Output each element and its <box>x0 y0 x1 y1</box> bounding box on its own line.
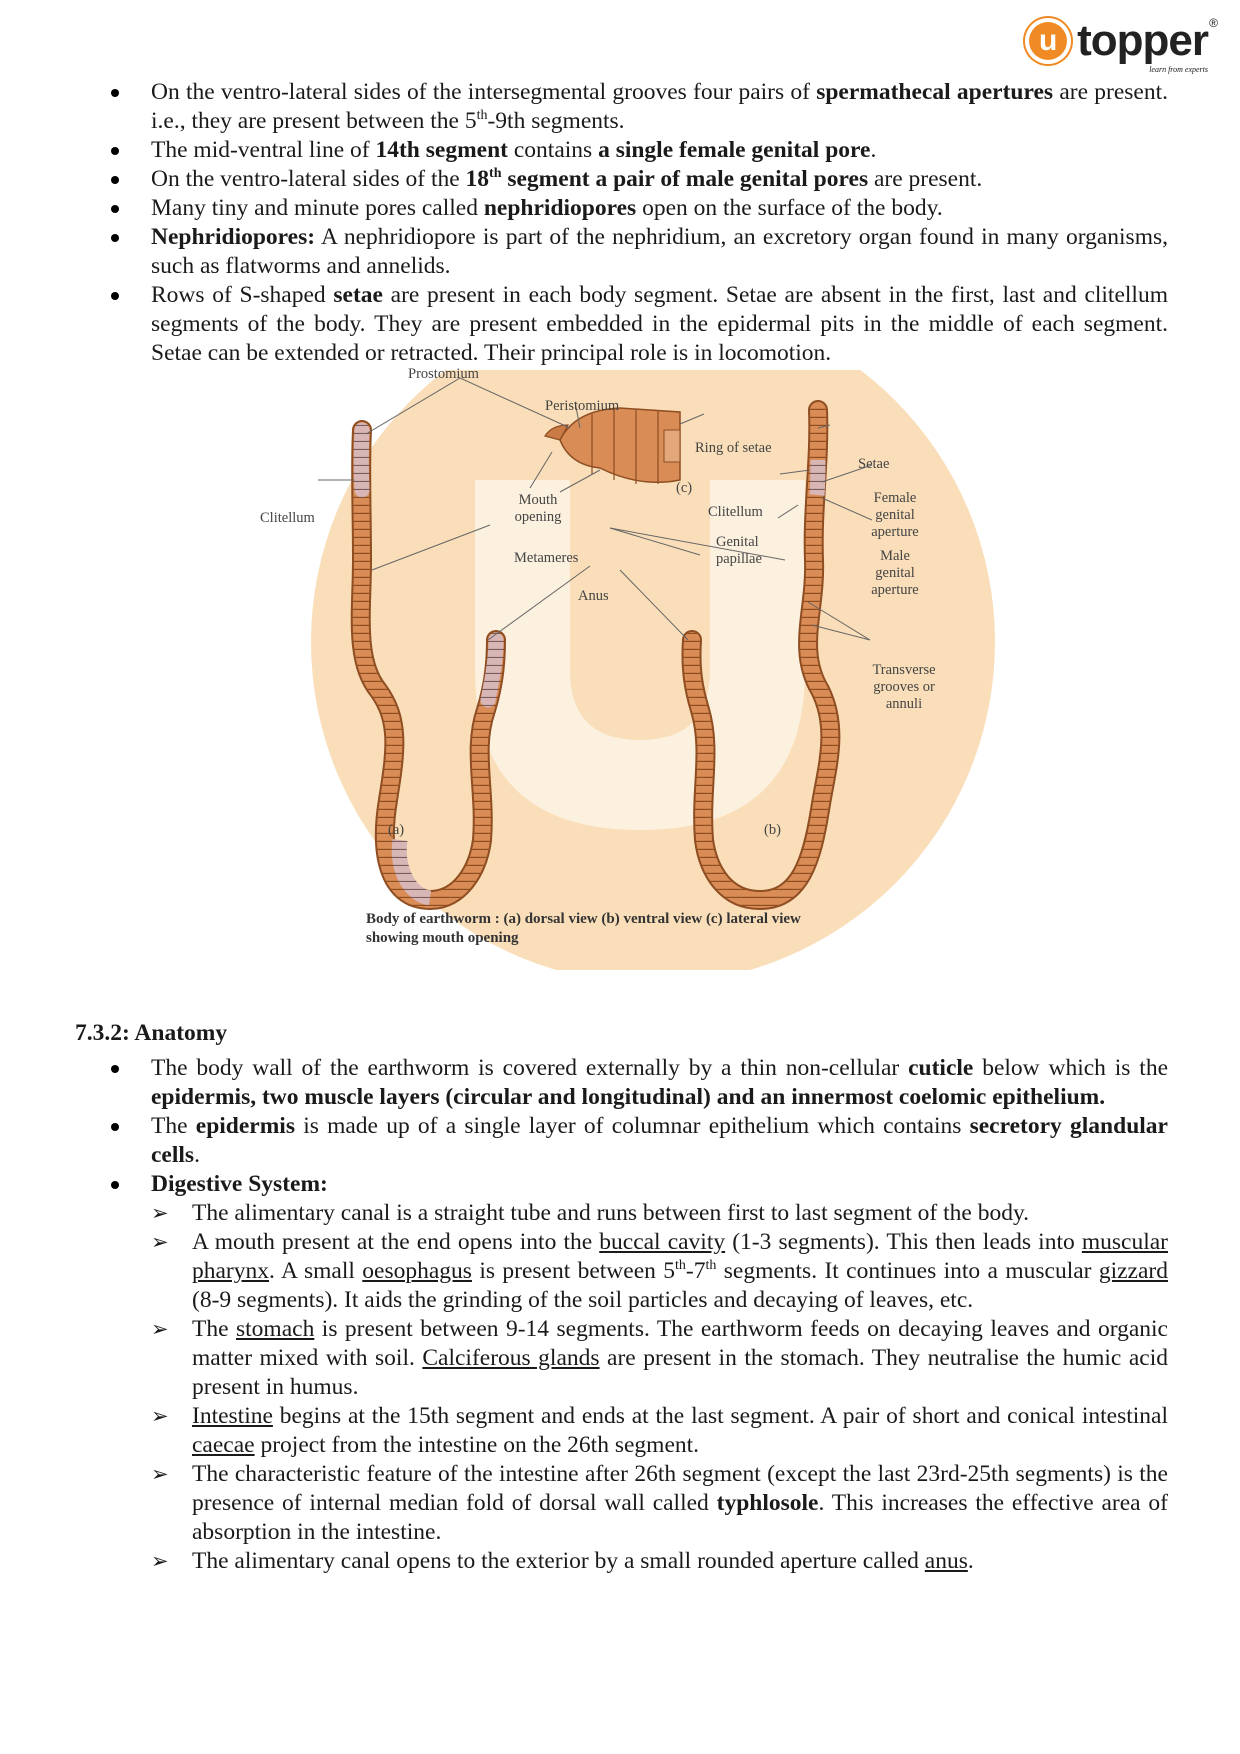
external-features-list <box>108 78 1168 368</box>
list-item: The body wall of the earthworm is covered externally by a thin non-cellular cuticle below which is the epidermis, two muscle layers (circular and longitudinal) and an innermost coelomic epithelium. <box>108 1054 1168 1112</box>
label-transverse-grooves: Transverse grooves or annuli <box>872 662 936 712</box>
label-b: (b) <box>764 822 781 838</box>
list-item: Rows of S-shaped setae are present in each body segment. Setae are absent in the first, last and clitellum segments of the body. They are present embedded in the epidermal pits in the middle of each segment. Setae can be extended or retracted. Their principal role is in locomotion. <box>108 281 1168 368</box>
list-item: Many tiny and minute pores called nephridiopores open on the surface of the body. <box>108 194 1168 223</box>
figure-caption: Body of earthworm : (a) dorsal view (b) ventral view (c) lateral view showing mouth opening <box>366 911 801 946</box>
sub-item: ➢ The stomach is present between 9-14 segments. The earthworm feeds on decaying leaves and organic matter mixed with soil. Calciferous glands are present in the stomach. They neutralise the humic acid present in humus. <box>151 1315 1168 1402</box>
logo-tagline: learn from experts <box>1149 65 1208 74</box>
list-item: Digestive System: ➢ The alimentary canal is a straight tube and runs between first to last segment of the body. ➢ A mouth present at the end opens into the buccal cavity (1-3 segments). This then leads into muscular pharynx. A small oesophagus is present between 5th-7th segments. It continues into a muscular gizzard (8-9 segments). It aids the grinding of the soil particles and decaying of leaves, etc. ➢ The stomach is present between 9-14 segments. The earthworm feeds on decaying leaves and organic matter mixed with soil. Calciferous glands are present in the stomach. They neutralise the humic acid present in humus. ➢ Intestine begins at the 15th segment and ends at the last segment. A pair of short and conical intestinal caecae project from the intestine on the 26th segment. ➢ The characteristic feature of the intestine after 26th segment (except the last 23rd-25th segments) is the presence of internal median fold of dorsal wall called typhlosole. This increases the effective area of absorption in the intestine. ➢ The alimentary canal opens to the exterior by a small rounded aperture called anus. <box>108 1170 1168 1576</box>
label-ring-of-setae: Ring of setae <box>695 440 772 456</box>
label-a: (a) <box>388 822 405 838</box>
list-item: On the ventro-lateral sides of the 18th segment a pair of male genital pores are present. <box>108 165 1168 194</box>
sub-item: ➢ Intestine begins at the 15th segment and ends at the last segment. A pair of short and conical intestinal caecae project from the intestine on the 26th segment. <box>151 1402 1168 1460</box>
list-item: On the ventro-lateral sides of the intersegmental grooves four pairs of spermathecal apertures are present. i.e., they are present between the 5th-9th segments. <box>108 78 1168 136</box>
logo-u-icon: u <box>1025 18 1071 64</box>
label-c: (c) <box>676 480 693 496</box>
anatomy-list <box>108 1054 1168 1576</box>
sub-item: ➢ A mouth present at the end opens into the buccal cavity (1-3 segments). This then leads into muscular pharynx. A small oesophagus is present between 5th-7th segments. It continues into a muscular gizzard (8-9 segments). It aids the grinding of the soil particles and decaying of leaves, etc. <box>151 1228 1168 1315</box>
label-female-genital-aperture: Female genital aperture <box>871 490 919 540</box>
list-item: The mid-ventral line of 14th segment contains a single female genital pore. <box>108 136 1168 165</box>
label-clitellum-left: Clitellum <box>260 510 315 526</box>
label-clitellum-right: Clitellum <box>708 504 763 520</box>
label-genital-papillae: Genital papillae <box>716 534 762 567</box>
digestive-system-list <box>151 1199 1168 1576</box>
label-metameres: Metameres <box>514 550 579 566</box>
label-prostomium: Prostomium <box>408 366 479 382</box>
logo-wordmark: topper <box>1077 16 1208 65</box>
label-setae: Setae <box>858 456 890 472</box>
section-heading: 7.3.2: Anatomy <box>75 1020 228 1046</box>
earthworm-diagram <box>0 370 1240 970</box>
sub-item: ➢ The alimentary canal opens to the exterior by a small rounded aperture called anus. <box>151 1547 1168 1576</box>
earthworm-figure <box>0 366 1240 970</box>
topper-logo <box>1025 16 1218 74</box>
list-item: Nephridiopores: A nephridiopore is part of the nephridium, an excretory organ found in many organisms, such as flatworms and annelids. <box>108 223 1168 281</box>
list-item: The epidermis is made up of a single layer of columnar epithelium which contains secretory glandular cells. <box>108 1112 1168 1170</box>
label-peristomium: Peristomium <box>545 398 620 414</box>
label-male-genital-aperture: Male genital aperture <box>871 548 919 598</box>
label-anus: Anus <box>578 588 609 604</box>
logo-registered: ® <box>1209 16 1218 30</box>
sub-item: ➢ The characteristic feature of the intestine after 26th segment (except the last 23rd-25th segments) is the presence of internal median fold of dorsal wall called typhlosole. This increases the effective area of absorption in the intestine. <box>151 1460 1168 1547</box>
label-mouth-opening: Mouth opening <box>514 492 562 525</box>
sub-item: ➢ The alimentary canal is a straight tube and runs between first to last segment of the body. <box>151 1199 1168 1228</box>
